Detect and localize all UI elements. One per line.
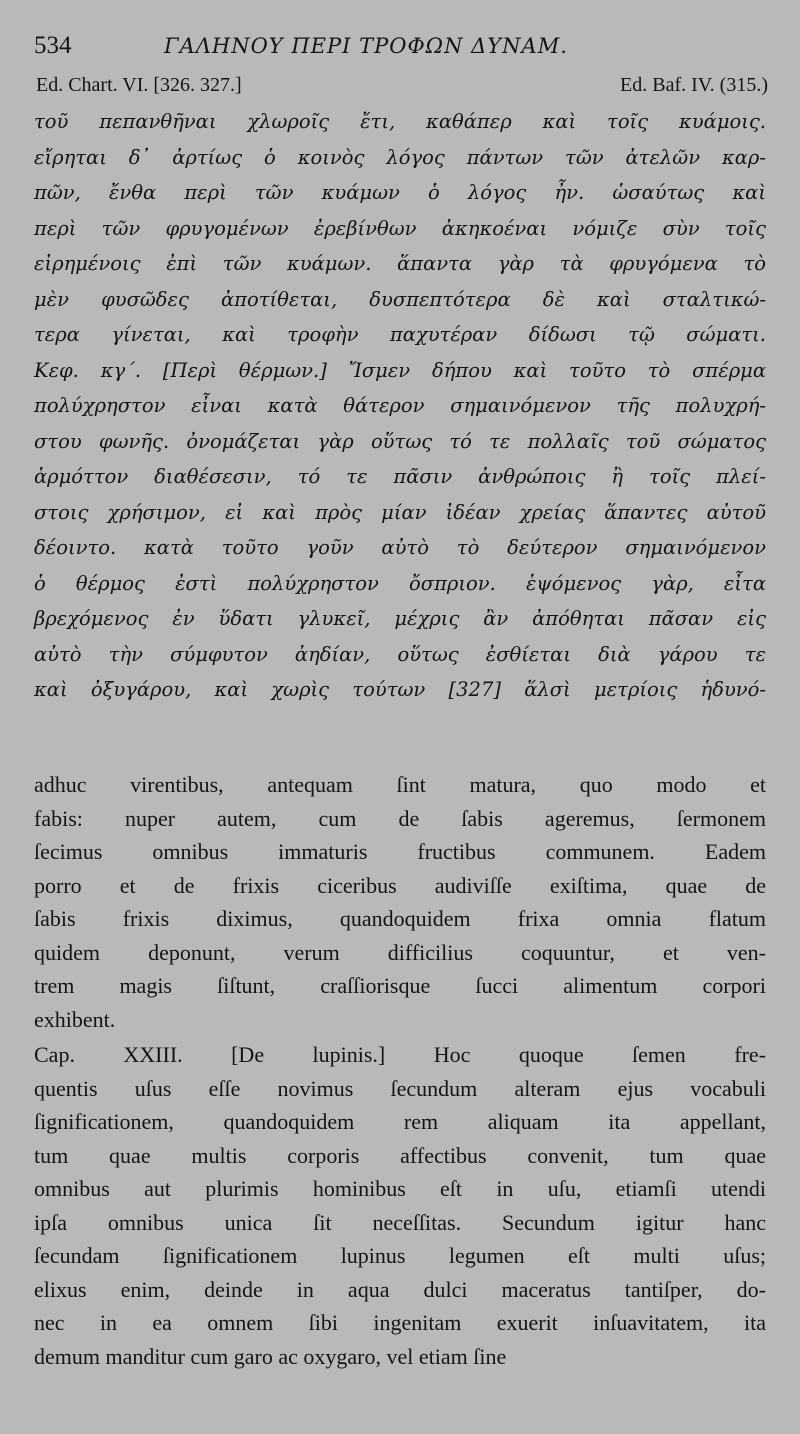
latin-text-line: ſabis frixis diximus, quandoquidem frixa omnia flatum [34, 906, 766, 931]
greek-text-line: ὁ θέρμος ἐστὶ πολύχρηστον ὄσπριον. ἑψόμενος γὰρ, εἶτα [34, 571, 766, 595]
edition-reference-basel: Ed. Baf. IV. (315.) [620, 74, 768, 96]
latin-text-line: ſecundam ſignificationem lupinus legumen eſt multi uſus; [34, 1243, 766, 1268]
greek-text-line: τερα γίνεται, καὶ τροφὴν παχυτέραν δίδωσι τῷ σώματι. [34, 323, 766, 346]
greek-text-line: καὶ ὀξυγάρου, καὶ χωρὶς τούτων [327] ἅλσὶ μετρίοις ἡδυνό- [34, 678, 766, 701]
latin-text-line: nec in ea omnem ſibi ingenitam exuerit inſuavitatem, ita [34, 1310, 766, 1335]
latin-text-line: quentis uſus eſſe novimus ſecundum alteram ejus vocabuli [34, 1075, 766, 1101]
greek-text-line: εἰρημένοις ἐπὶ τῶν κυάμων. ἅπαντα γὰρ τὰ φρυγόμενα τὸ [34, 252, 766, 275]
greek-text-line: τοῦ πεπανθῆναι χλωροῖς ἔτι, καθάπερ καὶ τοῖς κυάμοις. [34, 110, 766, 133]
greek-text-line: δέοιντο. κατὰ τοῦτο γοῦν αὐτὸ τὸ δεύτερον σημαινόμενον [34, 536, 766, 559]
running-head: ΓΑΛΗΝΟΥ ΠΕΡΙ ΤΡΟΦΩΝ ΔΥΝΑΜ. [164, 34, 568, 58]
latin-text-line: elixus enim, deinde in aqua dulci maceratus tantiſper, do- [34, 1276, 766, 1302]
greek-text-line: μὲν φυσῶδες ἀποτίθεται, δυσπεπτότερα δὲ καὶ σταλτικώ- [34, 287, 766, 311]
latin-text-block [34, 768, 766, 1373]
greek-text-line: αὐτὸ τὴν σύμφυτον ἀηδίαν, οὕτως ἐσθίεται διὰ γάρου τε [34, 642, 766, 666]
latin-text-line: trem magis ſiſtunt, craſſiorisque ſucci alimentum corpori [34, 973, 766, 998]
latin-text-line: adhuc virentibus, antequam ſint matura, quo modo et [34, 772, 766, 797]
greek-text-line: στοις χρήσιμον, εἰ καὶ πρὸς μίαν ἰδέαν χρείας ἅπαντες αὐτοῦ [34, 500, 766, 524]
latin-text-line: fabis: nuper autem, cum de ſabis ageremus, ſermonem [34, 805, 766, 831]
latin-text-line: exhibent. [34, 1006, 116, 1032]
latin-text-line: omnibus aut plurimis hominibus eſt in uſu, etiamſi utendi [34, 1176, 766, 1201]
page-header [34, 32, 774, 62]
edition-reference-chart: Ed. Chart. VI. [326. 327.] [36, 74, 242, 96]
latin-text-line: porro et de frixis ciceribus audiviſſe exiſtima, quae de [34, 872, 766, 898]
latin-text-line: tum quae multis corporis affectibus convenit, tum quae [34, 1142, 766, 1168]
latin-text-line: Cap. XXIII. [De lupinis.] Hoc quoque ſemen fre- [34, 1042, 766, 1067]
greek-text-line: βρεχόμενος ἐν ὕδατι γλυκεῖ, μέχρις ἂν ἀπόθηται πᾶσαν εἰς [34, 607, 766, 630]
greek-text-line: ἁρμόττον διαθέσεσιν, τό τε πᾶσιν ἀνθρώποις ἢ τοῖς πλεί- [34, 465, 766, 488]
greek-text-line: πῶν, ἔνθα περὶ τῶν κυάμων ὁ λόγος ἦν. ὡσαύτως καὶ [34, 181, 766, 204]
greek-text-block [34, 104, 766, 708]
latin-text-line: ſecimus omnibus immaturis fructibus communem. Eadem [34, 839, 766, 864]
greek-text-line: στου φωνῆς. ὀνομάζεται γὰρ οὕτως τό τε πολλαῖς τοῦ σώματος [34, 429, 766, 453]
latin-text-line: demum manditur cum garo ac oxygaro, vel etiam ſine [34, 1343, 507, 1369]
greek-text-line: περὶ τῶν φρυγομένων ἐρεβίνθων ἀκηκοέναι νόμιζε σὺν τοῖς [34, 216, 766, 240]
latin-text-line: ipſa omnibus unica ſit neceſſitas. Secundum igitur hanc [34, 1209, 766, 1235]
page-number: 534 [34, 32, 72, 59]
greek-text-line: Κεφ. κγ΄. [Περὶ θέρμων.] Ἴσμεν δήπου καὶ τοῦτο τὸ σπέρμα [34, 358, 766, 382]
greek-text-line: εἴρηται δ᾽ ἀρτίως ὁ κοινὸς λόγος πάντων τῶν ἀτελῶν καρ- [34, 145, 766, 169]
latin-text-line: quidem deponunt, verum difficilius coquuntur, et ven- [34, 939, 766, 965]
greek-text-line: πολύχρηστον εἶναι κατὰ θάτερον σημαινόμενον τῆς πολυχρή- [34, 394, 766, 417]
latin-text-line: ſignificationem, quandoquidem rem aliquam ita appellant, [34, 1109, 766, 1134]
